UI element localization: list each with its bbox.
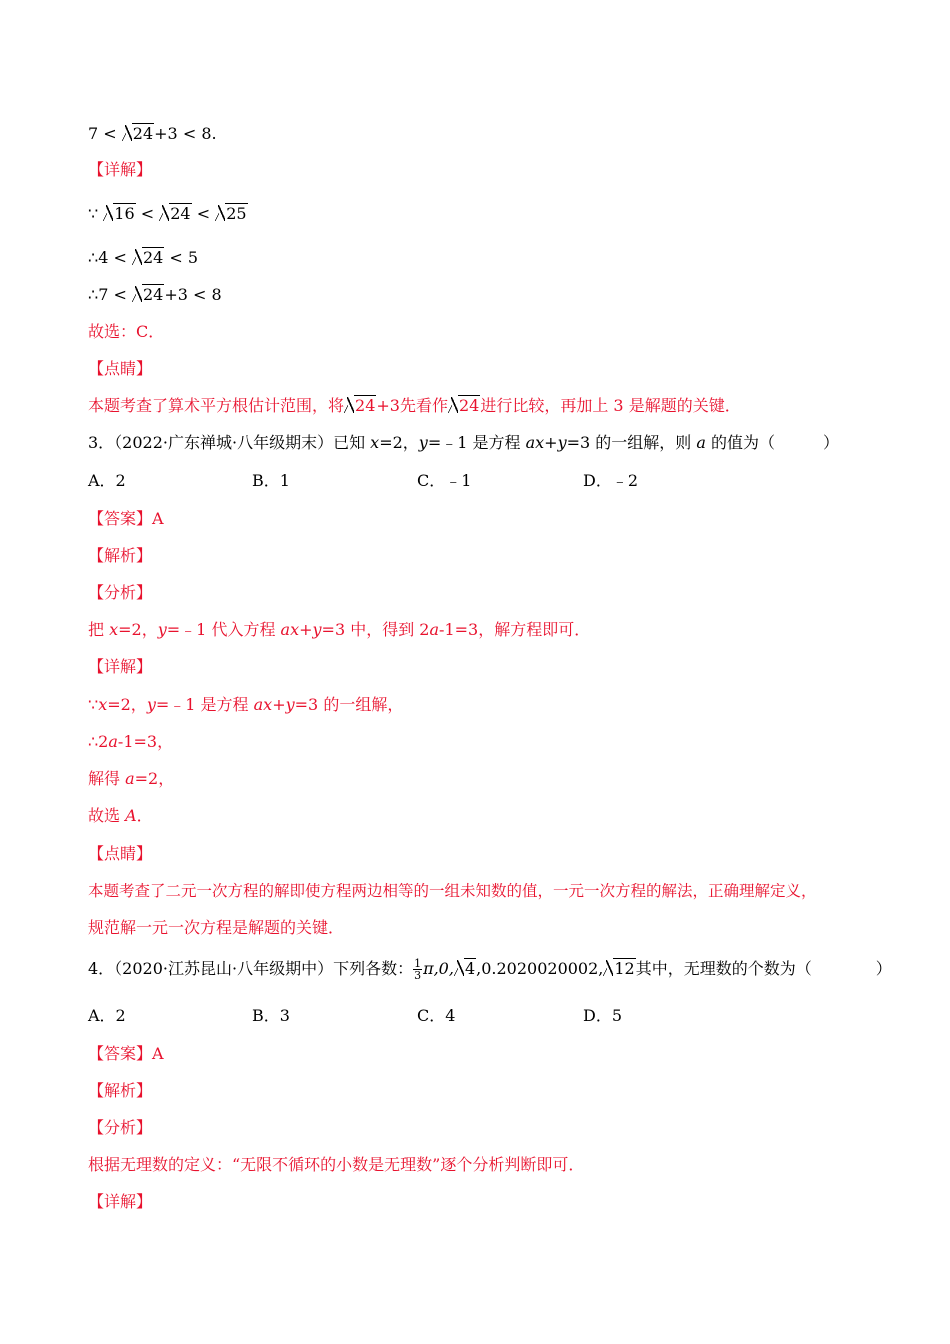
math-variable: a <box>108 732 118 751</box>
text-span: 把 <box>88 620 110 639</box>
period: . <box>211 124 217 143</box>
radicand: 4 <box>464 959 476 978</box>
math-variable: a <box>429 620 440 639</box>
math-term: +3 <box>164 285 188 304</box>
text-span: =2， <box>107 695 147 714</box>
text-span: 故选 <box>88 806 126 825</box>
fenxi-label: 【分析】 <box>88 1118 153 1137</box>
text-span: -1=3，解方程即可． <box>439 620 591 639</box>
text-span: =﹣1 是方程 <box>155 695 254 714</box>
fenxi-text: 根据无理数的定义：“无限不循环的小数是无理数”逐个分析判断即可． <box>88 1155 585 1174</box>
text-span: =3 中，得到 2 <box>321 620 430 639</box>
therefore-line <box>88 283 222 307</box>
math-variable: y <box>146 695 156 714</box>
radicand: 24 <box>142 248 164 267</box>
math-variable: x <box>370 433 380 452</box>
detail-line-3 <box>88 767 174 791</box>
math-variable: y <box>157 620 167 639</box>
sqrt-expression <box>122 122 154 146</box>
option-a[interactable]: A．2 <box>88 471 126 490</box>
math-list: ,0.2020020002, <box>476 959 604 978</box>
math-operator: < <box>113 285 127 304</box>
math-number: 8 <box>211 285 222 304</box>
remark-text-line-1: 本题考查了二元一次方程的解即使方程两边相等的一组未知数的值，一元一次方程的解法，正确理解定义， <box>88 882 817 900</box>
detail-line-2 <box>88 730 173 754</box>
text-span: =﹣1 代入方程 <box>166 620 281 639</box>
therefore-symbol: ∴ <box>88 285 99 304</box>
therefore-symbol: ∴ <box>88 248 99 267</box>
math-number: 7 <box>88 124 99 143</box>
denominator: 3 <box>414 969 422 982</box>
option-d[interactable]: D．﹣2 <box>583 471 639 490</box>
because-line <box>88 202 248 226</box>
math-variable: A <box>125 806 137 825</box>
math-expression: ax+y <box>280 620 322 639</box>
detail-label: 【详解】 <box>88 1192 153 1211</box>
radicand: 16 <box>114 204 135 223</box>
remark-label: 【点睛】 <box>88 844 153 863</box>
sqrt-expression <box>344 394 376 418</box>
text-span: ∵ <box>88 695 99 714</box>
detail-line-4 <box>88 804 153 828</box>
sqrt-expression <box>132 246 164 270</box>
radicand: 24 <box>458 396 480 415</box>
remark-text-line-2: 规范解一元一次方程是解题的关键． <box>88 918 345 937</box>
sqrt-expression <box>215 202 247 226</box>
text-span: ． <box>136 806 153 825</box>
radicand: 24 <box>355 396 376 415</box>
math-operator: < <box>103 124 117 143</box>
math-variable: a <box>696 433 706 452</box>
sqrt-expression <box>132 283 164 307</box>
math-variable: x <box>109 620 119 639</box>
text-span: 进行比较，再加上 3 是解题的关键． <box>480 396 741 415</box>
radicand: 24 <box>132 124 154 143</box>
math-number: 4 <box>98 248 109 267</box>
math-operator: < <box>169 248 183 267</box>
math-list: π,0, <box>423 959 454 978</box>
math-number: 5 <box>187 248 199 267</box>
detail-label: 【详解】 <box>88 657 153 676</box>
math-operator: < <box>113 248 127 267</box>
option-d[interactable]: D．5 <box>583 1006 623 1025</box>
numerator: 1 <box>414 957 422 970</box>
text-span: 的值为（ ） <box>705 433 840 452</box>
text-span: =3 的一组解， <box>294 695 404 714</box>
option-c[interactable]: C．﹣1 <box>417 471 472 490</box>
analysis-label: 【解析】 <box>88 1081 153 1100</box>
text-span: -1=3， <box>117 732 174 751</box>
math-expression: ax+y <box>525 433 567 452</box>
fraction <box>413 958 422 981</box>
question-4-stem <box>88 957 892 981</box>
detail-line-1 <box>88 693 403 717</box>
sqrt-expression <box>454 957 476 981</box>
answer-label: 【答案】A <box>88 1044 164 1063</box>
math-operator: < <box>193 285 207 304</box>
question-3-stem <box>88 431 839 455</box>
math-term: +3 <box>154 124 178 143</box>
option-a[interactable]: A．2 <box>88 1006 126 1025</box>
text-span: 3．（2022·广东禅城·八年级期末）已知 <box>88 433 371 452</box>
radicand: 25 <box>226 204 247 223</box>
text-span: =2， <box>118 620 158 639</box>
text-span: =3 的一组解，则 <box>566 433 697 452</box>
radicand: 24 <box>170 204 191 223</box>
choice-text: 故选：C． <box>88 322 165 341</box>
text-span: 本题考查了算术平方根估计范围，将 <box>88 396 345 415</box>
fenxi-text <box>88 618 590 642</box>
math-number: 8 <box>201 124 212 143</box>
text-span: 解得 <box>88 769 126 788</box>
answer-label: 【答案】A <box>88 509 164 528</box>
therefore-line <box>88 246 198 270</box>
text-span: ∴2 <box>88 732 109 751</box>
text-span: 4．（2020·江苏昆山·八年级期中）下列各数： <box>88 959 414 978</box>
option-b[interactable]: B．3 <box>252 1006 290 1025</box>
sqrt-expression <box>103 202 135 226</box>
math-variable: x <box>98 695 108 714</box>
text-span: 先看作 <box>399 396 448 415</box>
text-span: =2， <box>379 433 419 452</box>
math-operator: < <box>196 204 211 223</box>
sqrt-expression <box>448 394 480 418</box>
math-number: 7 <box>98 285 109 304</box>
math-operator: < <box>182 124 197 143</box>
detail-label: 【详解】 <box>88 160 153 179</box>
math-operator: < <box>140 204 155 223</box>
remark-label: 【点睛】 <box>88 359 153 378</box>
inequality-line <box>88 122 217 146</box>
math-variable: a <box>125 769 135 788</box>
option-b[interactable]: B．1 <box>252 471 290 490</box>
fenxi-label: 【分析】 <box>88 583 153 602</box>
because-symbol: ∵ <box>88 204 99 223</box>
math-expression: ax+y <box>253 695 295 714</box>
text-span: =﹣1 是方程 <box>427 433 526 452</box>
radicand: 12 <box>614 959 635 978</box>
text-span: 其中，无理数的个数为（ ） <box>635 959 892 978</box>
remark-text <box>88 394 741 418</box>
sqrt-expression <box>159 202 191 226</box>
math-variable: y <box>418 433 428 452</box>
sqrt-expression <box>603 957 635 981</box>
text-span: =2， <box>134 769 175 788</box>
option-c[interactable]: C．4 <box>417 1006 456 1025</box>
analysis-label: 【解析】 <box>88 546 153 565</box>
math-term: +3 <box>376 396 400 415</box>
radicand: 24 <box>142 285 164 304</box>
